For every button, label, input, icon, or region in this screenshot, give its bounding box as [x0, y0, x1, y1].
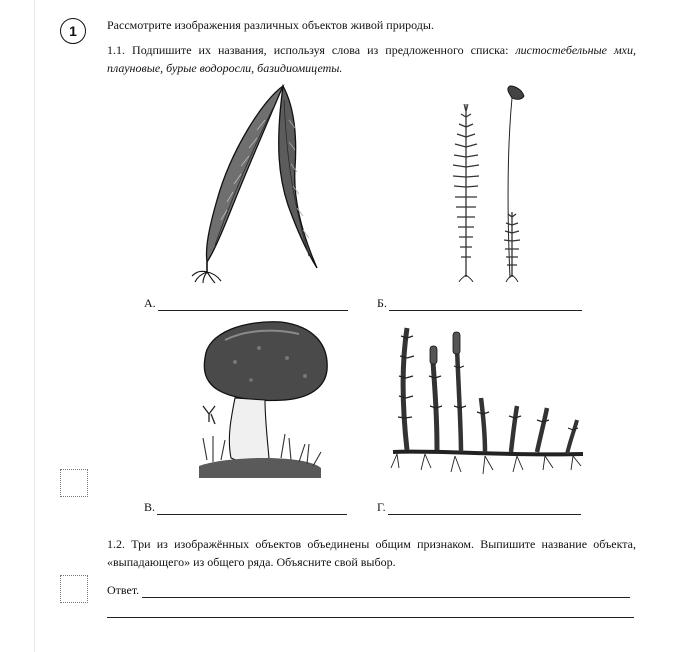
answer-row	[107, 583, 630, 598]
caption-a-label: А.	[144, 296, 156, 310]
moss-image	[438, 82, 538, 282]
answer-input-line-2[interactable]	[107, 617, 634, 618]
caption-a	[144, 296, 348, 311]
task-intro: Рассмотрите изображения различных объектов живой природы.	[107, 18, 434, 32]
question-1-2: 1.2. Три из изображённых объектов объединены общим признаком. Выпишите название объекта, «выпадающего» из общего ряда. Объясните свой выбор.	[107, 537, 636, 569]
caption-b	[377, 296, 582, 311]
caption-v	[144, 500, 347, 515]
caption-g	[377, 500, 581, 515]
answer-label: Ответ.	[107, 583, 140, 597]
answer-line-a[interactable]	[158, 298, 348, 311]
answer-line-b[interactable]	[389, 298, 582, 311]
answer-input-line[interactable]	[142, 585, 630, 598]
question-1-1	[107, 41, 636, 77]
answer-line-v[interactable]	[157, 502, 347, 515]
question-1-1-text: 1.1. Подпишите их названия, используя слова из предложенного списка:	[107, 43, 516, 57]
caption-g-label: Г.	[377, 500, 386, 514]
score-box-1-1[interactable]	[60, 469, 88, 497]
caption-v-label: В.	[144, 500, 156, 514]
page-margin-rule	[34, 0, 35, 652]
clubmoss-image	[385, 318, 595, 488]
task-number: 1	[60, 18, 86, 44]
score-box-1-2[interactable]	[60, 575, 88, 603]
kelp-image	[185, 80, 335, 285]
caption-b-label: Б.	[377, 296, 387, 310]
answer-line-g[interactable]	[388, 502, 581, 515]
mushroom-image	[195, 318, 335, 490]
question-1-1-terms: листостебельные мхи, плауновые, бурые водоросли, базидиомицеты.	[107, 43, 637, 75]
